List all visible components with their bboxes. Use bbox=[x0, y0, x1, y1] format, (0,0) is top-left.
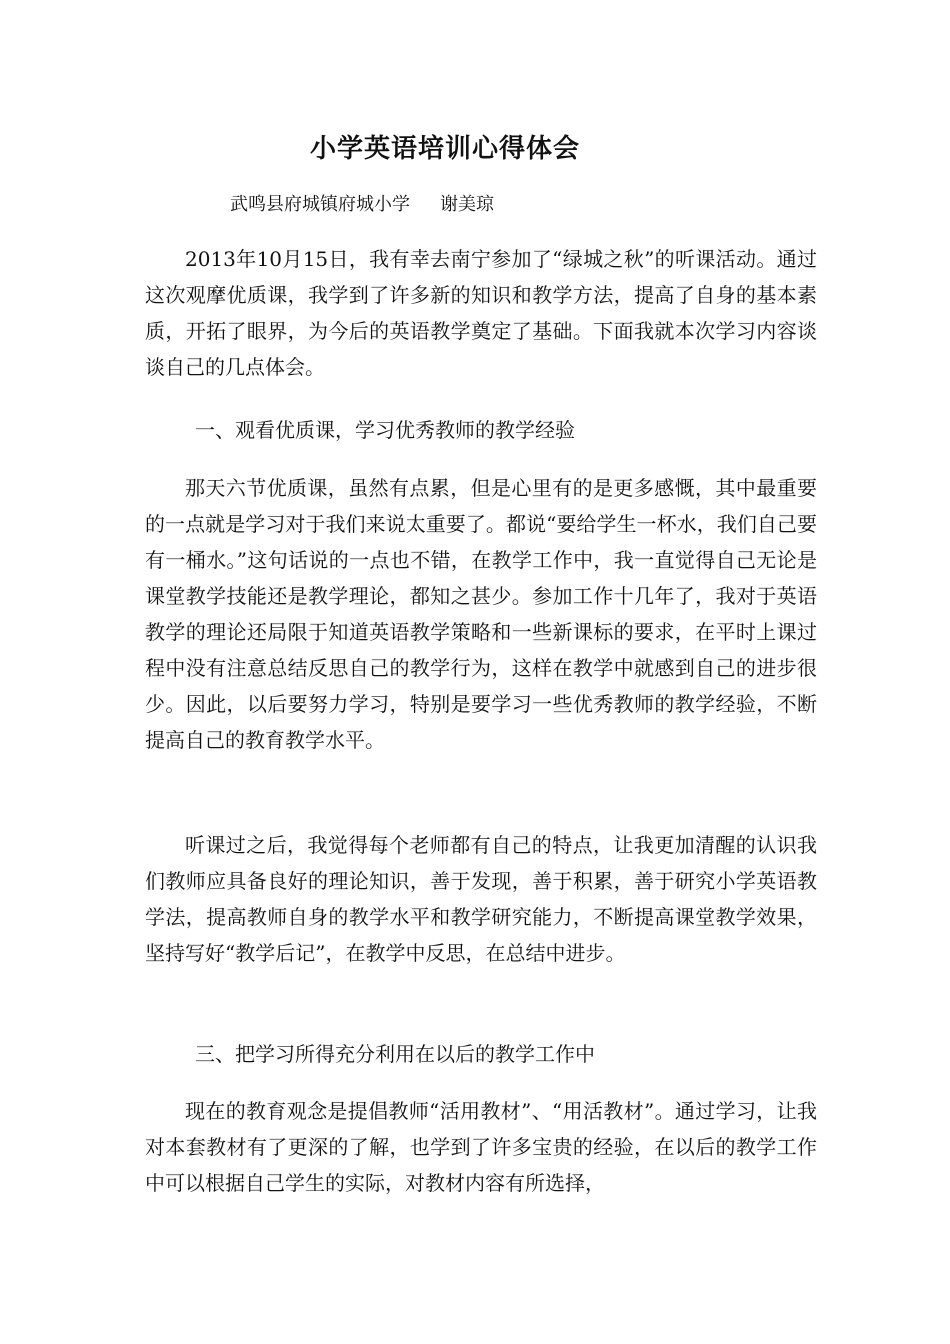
author-line bbox=[230, 190, 494, 216]
paragraph-intro: 2013年10月15日，我有幸去南宁参加了“绿城之秋”的听课活动。通过这次观摩优质课，我学到了许多新的知识和教学方法，提高了自身的基本素质，开拓了眼界，为今后的英语教学奠定了基础。下面我就本次学习内容谈谈自己的几点体会。 bbox=[145, 247, 817, 379]
paragraph-section-2: 听课过之后，我觉得每个老师都有自己的特点，让我更加清醒的认识我们教师应具备良好的理论知识，善于发现，善于积累，善于研究小学英语教学法，提高教师自身的教学水平和教学研究能力，不断提高课堂教学效果，坚持写好“教学后记”，在教学中反思，在总结中进步。 bbox=[145, 833, 817, 965]
author-name: 谢美琼 bbox=[440, 194, 494, 215]
document-title: 小学英语培训心得体会 bbox=[309, 134, 580, 164]
paragraph-section-3: 现在的教育观念是提倡教师“活用教材”、“用活教材”。通过学习，让我对本套教材有了更深的了解，也学到了许多宝贵的经验，在以后的教学工作中可以根据自己学生的实际，对教材内容有所选择， bbox=[145, 1099, 817, 1195]
section-heading-3: 三、把学习所得充分利用在以后的教学工作中 bbox=[195, 1042, 595, 1066]
section-heading-1: 一、观看优质课，学习优秀教师的教学经验 bbox=[195, 418, 575, 442]
paragraph-section-1: 那天六节优质课，虽然有点累，但是心里有的是更多感慨，其中最重要的一点就是学习对于我们来说太重要了。都说“要给学生一杯水，我们自己要有一桶水。”这句话说的一点也不错，在教学工作中，我一直觉得自己无论是课堂教学技能还是教学理论，都知之甚少。参加工作十几年了，我对于英语教学的理论还局限于知道英语教学策略和一些新课标的要求，在平时上课过程中没有注意总结反思自己的教学行为，这样在教学中就感到自己的进步很少。因此，以后要努力学习，特别是要学习一些优秀教师的教学经验，不断提高自己的教育教学水平。 bbox=[145, 476, 817, 752]
author-school: 武鸣县府城镇府城小学 bbox=[230, 194, 410, 215]
